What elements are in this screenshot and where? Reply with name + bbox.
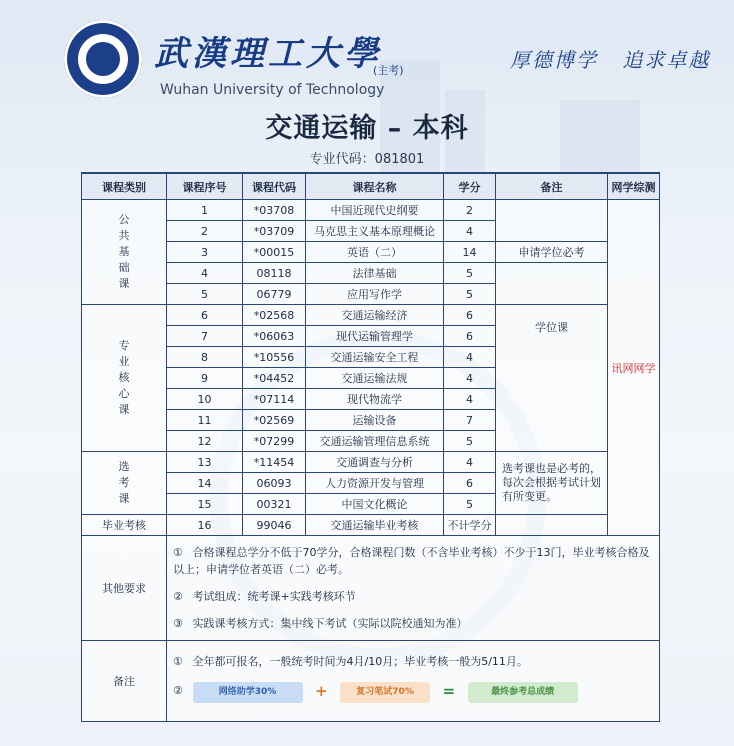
course-no: 14 <box>167 473 243 494</box>
course-code: *11454 <box>243 452 306 473</box>
course-credit: 4 <box>444 368 496 389</box>
note-elective: 选考课也是必考的，每次会根据考试计划有所变更。 <box>496 452 608 515</box>
formula-written-exam: 复习笔试70% <box>340 682 430 703</box>
course-credit: 2 <box>444 200 496 221</box>
course-no: 13 <box>167 452 243 473</box>
online-test-cell: 讯网网学 <box>608 200 660 536</box>
course-name: 交通运输毕业考核 <box>306 515 444 536</box>
course-code: 06093 <box>243 473 306 494</box>
course-name: 交通调查与分析 <box>306 452 444 473</box>
course-code: 99046 <box>243 515 306 536</box>
course-credit: 5 <box>444 263 496 284</box>
course-no: 8 <box>167 347 243 368</box>
course-credit: 4 <box>444 389 496 410</box>
remarks-content <box>167 641 660 722</box>
table-row <box>82 200 660 221</box>
requirement-text: 实践课考核方式：集中线下考试（实际以院校通知为准） <box>192 617 468 630</box>
course-no: 4 <box>167 263 243 284</box>
course-code: *07299 <box>243 431 306 452</box>
requirements-content <box>167 536 660 641</box>
course-credit: 5 <box>444 494 496 515</box>
university-logo-seal <box>64 20 142 98</box>
column-header: 课程名称 <box>306 173 444 200</box>
course-table <box>81 172 660 722</box>
course-code: *02568 <box>243 305 306 326</box>
course-credit: 4 <box>444 347 496 368</box>
course-credit: 5 <box>444 284 496 305</box>
course-code: *00015 <box>243 242 306 263</box>
requirement-number: ③ <box>173 617 183 630</box>
category-elective: 选 考 课 <box>82 452 167 515</box>
course-code: *02569 <box>243 410 306 431</box>
remark-item <box>173 653 653 670</box>
course-code: *03709 <box>243 221 306 242</box>
requirement-item <box>173 615 653 632</box>
course-no: 16 <box>167 515 243 536</box>
course-code: *03708 <box>243 200 306 221</box>
plus-icon: + <box>315 681 328 700</box>
table-row <box>82 452 660 473</box>
equals-icon: = <box>442 681 456 700</box>
note-degree: 学位课 <box>496 305 608 452</box>
course-credit: 不计学分 <box>444 515 496 536</box>
column-header: 课程序号 <box>167 173 243 200</box>
course-name: 中国文化概论 <box>306 494 444 515</box>
requirements-row <box>82 536 660 641</box>
course-name: 现代运输管理学 <box>306 326 444 347</box>
course-no: 12 <box>167 431 243 452</box>
category-core: 专 业 核 心 课 <box>82 305 167 452</box>
course-no: 15 <box>167 494 243 515</box>
remark-number: ② <box>173 684 183 697</box>
course-credit: 4 <box>444 452 496 473</box>
table-header-row <box>82 173 660 200</box>
course-no: 11 <box>167 410 243 431</box>
course-no: 7 <box>167 326 243 347</box>
requirements-label: 其他要求 <box>82 536 167 641</box>
requirement-item <box>173 544 653 578</box>
requirement-number: ② <box>173 590 183 603</box>
formula-online-study: 网络助学30% <box>193 682 303 703</box>
course-credit: 6 <box>444 305 496 326</box>
course-code: *07114 <box>243 389 306 410</box>
remarks-label: 备注 <box>82 641 167 722</box>
university-motto: 厚德博学 追求卓越 <box>510 48 711 72</box>
course-code: *10556 <box>243 347 306 368</box>
course-credit: 5 <box>444 431 496 452</box>
course-credit: 14 <box>444 242 496 263</box>
remark-formula <box>173 682 653 703</box>
table-row <box>82 305 660 326</box>
column-header: 学分 <box>444 173 496 200</box>
course-credit: 6 <box>444 326 496 347</box>
course-code: 06779 <box>243 284 306 305</box>
course-no: 10 <box>167 389 243 410</box>
course-code: 00321 <box>243 494 306 515</box>
note-empty <box>496 263 608 305</box>
column-header: 课程类别 <box>82 173 167 200</box>
column-header: 课程代码 <box>243 173 306 200</box>
course-name: 交通运输管理信息系统 <box>306 431 444 452</box>
remarks-row <box>82 641 660 722</box>
course-name: 应用写作学 <box>306 284 444 305</box>
course-name: 法律基础 <box>306 263 444 284</box>
table-row <box>82 263 660 284</box>
note-empty <box>496 200 608 242</box>
note-empty <box>496 515 608 536</box>
course-credit: 6 <box>444 473 496 494</box>
requirement-number: ① <box>173 546 183 559</box>
course-no: 2 <box>167 221 243 242</box>
column-header: 网学综测 <box>608 173 660 200</box>
course-credit: 4 <box>444 221 496 242</box>
course-name: 交通运输安全工程 <box>306 347 444 368</box>
course-name: 现代物流学 <box>306 389 444 410</box>
university-name-en: Wuhan University of Technology <box>160 82 385 98</box>
course-no: 3 <box>167 242 243 263</box>
table-row <box>82 515 660 536</box>
course-no: 6 <box>167 305 243 326</box>
course-credit: 7 <box>444 410 496 431</box>
course-name: 运输设备 <box>306 410 444 431</box>
course-code: *04452 <box>243 368 306 389</box>
column-header: 备注 <box>496 173 608 200</box>
requirement-item <box>173 588 653 605</box>
formula-final-score: 最终参考总成绩 <box>468 682 578 703</box>
remark-text: 全年都可报名，一般统考时间为4月/10月；毕业考核一般为5/11月。 <box>192 655 528 668</box>
major-code: 专业代码：081801 <box>309 152 425 167</box>
course-name: 英语（二） <box>306 242 444 263</box>
course-name: 交通运输法规 <box>306 368 444 389</box>
course-name: 人力资源开发与管理 <box>306 473 444 494</box>
university-name-cn: 武漢理工大學 <box>154 34 382 74</box>
category-graduation: 毕业考核 <box>82 515 167 536</box>
table-row <box>82 242 660 263</box>
course-name: 中国近现代史纲要 <box>306 200 444 221</box>
requirement-text: 考试组成：统考课+实践考核环节 <box>192 590 356 603</box>
host-tag: (主考) <box>373 64 404 77</box>
remark-number: ① <box>173 655 183 668</box>
course-no: 1 <box>167 200 243 221</box>
course-name: 马克思主义基本原理概论 <box>306 221 444 242</box>
course-code: 08118 <box>243 263 306 284</box>
note-english: 申请学位必考 <box>496 242 608 263</box>
page-title: 交通运输 – 本科 <box>265 113 469 144</box>
course-name: 交通运输经济 <box>306 305 444 326</box>
course-code: *06063 <box>243 326 306 347</box>
category-public: 公 共 基 础 课 <box>82 200 167 305</box>
requirement-text: 合格课程总学分不低于70学分，合格课程门数（不含毕业考核）不少于13门，毕业考核合格及以上；申请学位者英语（二）必考。 <box>173 546 650 576</box>
course-no: 5 <box>167 284 243 305</box>
course-no: 9 <box>167 368 243 389</box>
